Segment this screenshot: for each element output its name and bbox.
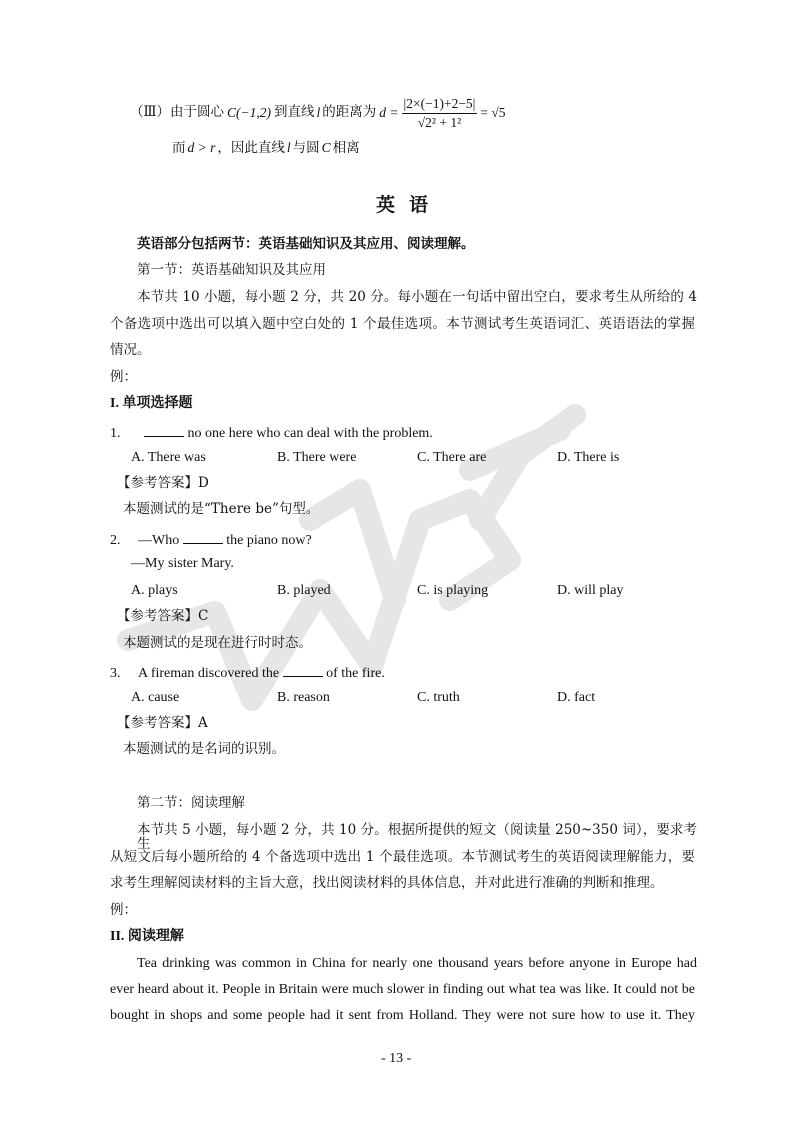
- section1-para-line1: 本节共 10 小题，每小题 2 分，共 20 分。每小题在一句话中留出空白，要求考生从所给的 4: [137, 289, 697, 305]
- section-title: 英语: [376, 194, 443, 216]
- math-conclusion: [172, 141, 360, 156]
- math-numerator: |2×(−1)+2−5|: [402, 97, 478, 114]
- math-result: = √5: [480, 105, 506, 121]
- q3-option-a[interactable]: A. cause: [131, 690, 180, 705]
- math-conclusion-end: 相离: [332, 140, 360, 156]
- q2-option-c[interactable]: C. is playing: [417, 583, 489, 598]
- math-part3-label: （Ⅲ）由于圆心: [130, 104, 225, 121]
- math-denominator: √2² + 1²: [417, 114, 462, 130]
- part1-heading: I. 单项选择题: [110, 396, 193, 411]
- q1-option-a[interactable]: A. There was: [131, 450, 206, 465]
- reading-line-3: bought in shops and some people had it sent from Holland. They were not sure how to use it. They: [110, 1008, 695, 1023]
- math-conclusion-mid: ，因此直线: [217, 140, 285, 156]
- answer-blank[interactable]: [144, 424, 184, 437]
- question-2: [110, 531, 312, 548]
- example-label-2: 例：: [110, 902, 137, 918]
- math-to-line: 到直线: [274, 104, 315, 121]
- question-number: 3.: [110, 666, 121, 681]
- math-part3-line: [130, 96, 506, 130]
- q1-option-d[interactable]: D. There is: [557, 450, 620, 465]
- section1-para-line3: 情况。: [110, 342, 151, 358]
- math-line-var: l: [316, 105, 321, 121]
- section2-para-line2: 从短文后每小题所给的 4 个备选项中选出 1 个最佳选项。本节测试考生的英语阅读理解能力，要: [110, 849, 695, 865]
- question-text: the piano now?: [226, 533, 312, 548]
- q3-note: 本题测试的是名词的识别。: [123, 741, 285, 757]
- section2-para-line3: 求考生理解阅读材料的主旨大意，找出阅读材料的具体信息，并对此进行准确的判断和推理。: [110, 875, 664, 891]
- question-text: no one here who can deal with the problem.: [187, 426, 433, 441]
- math-distance-text: 的距离为: [322, 104, 377, 121]
- q2-reply: —My sister Mary.: [131, 556, 234, 571]
- math-conclusion-pre: 而: [172, 140, 186, 156]
- q1-note: 本题测试的是“There be”句型。: [123, 501, 320, 517]
- reading-line-1: Tea drinking was common in China for nearly one thousand years before anyone in Europe had: [137, 956, 697, 971]
- section1-title: 第一节：英语基础知识及其应用: [137, 262, 326, 278]
- english-intro: 英语部分包括两节：英语基础知识及其应用、阅读理解。: [137, 236, 475, 252]
- q2-answer: 【参考答案】C: [117, 608, 209, 624]
- example-label: 例：: [110, 369, 137, 385]
- math-d-eq: d =: [379, 105, 399, 121]
- q1-answer: 【参考答案】D: [117, 475, 209, 491]
- q2-option-b[interactable]: B. played: [277, 583, 331, 598]
- question-number: 2.: [110, 533, 121, 548]
- question-pre: A fireman discovered the: [138, 666, 280, 681]
- q1-option-c[interactable]: C. There are: [417, 450, 487, 465]
- reading-line-2: ever heard about it. People in Britain were much slower in finding out what tea was like. It could not be: [110, 982, 695, 997]
- question-number: 1.: [110, 426, 121, 441]
- page-number: - 13 -: [381, 1051, 412, 1066]
- section2-para-line1: 本节共 5 小题，每小题 2 分，共 10 分。根据所提供的短文（阅读量 250~350 词），要求考生: [137, 822, 697, 852]
- math-comparison: d > r: [187, 140, 216, 155]
- math-conclusion-l: l: [286, 140, 291, 155]
- q3-option-c[interactable]: C. truth: [417, 690, 460, 705]
- q2-note: 本题测试的是现在进行时时态。: [123, 635, 312, 651]
- section2-title: 第二节：阅读理解: [137, 795, 245, 811]
- section1-para-line2: 个备选项中选出可以填入题中空白处的 1 个最佳选项。本节测试考生英语词汇、英语语法的掌握: [110, 316, 695, 332]
- question-text: of the fire.: [326, 666, 385, 681]
- q2-option-d[interactable]: D. will play: [557, 583, 624, 598]
- math-center-point: C(−1,2): [227, 105, 272, 121]
- question-1: [110, 424, 433, 441]
- math-fraction: [402, 97, 478, 129]
- math-conclusion-post: 与圆: [292, 140, 320, 156]
- part2-heading: II. 阅读理解: [110, 929, 184, 944]
- q3-option-b[interactable]: B. reason: [277, 690, 330, 705]
- q3-option-d[interactable]: D. fact: [557, 690, 596, 705]
- q3-answer: 【参考答案】A: [117, 715, 208, 731]
- question-3: [110, 664, 385, 681]
- question-pre: —Who: [138, 533, 180, 548]
- math-conclusion-c: C: [321, 140, 331, 155]
- answer-blank[interactable]: [183, 531, 223, 544]
- answer-blank[interactable]: [283, 664, 323, 677]
- q2-option-a[interactable]: A. plays: [131, 583, 178, 598]
- q1-option-b[interactable]: B. There were: [277, 450, 357, 465]
